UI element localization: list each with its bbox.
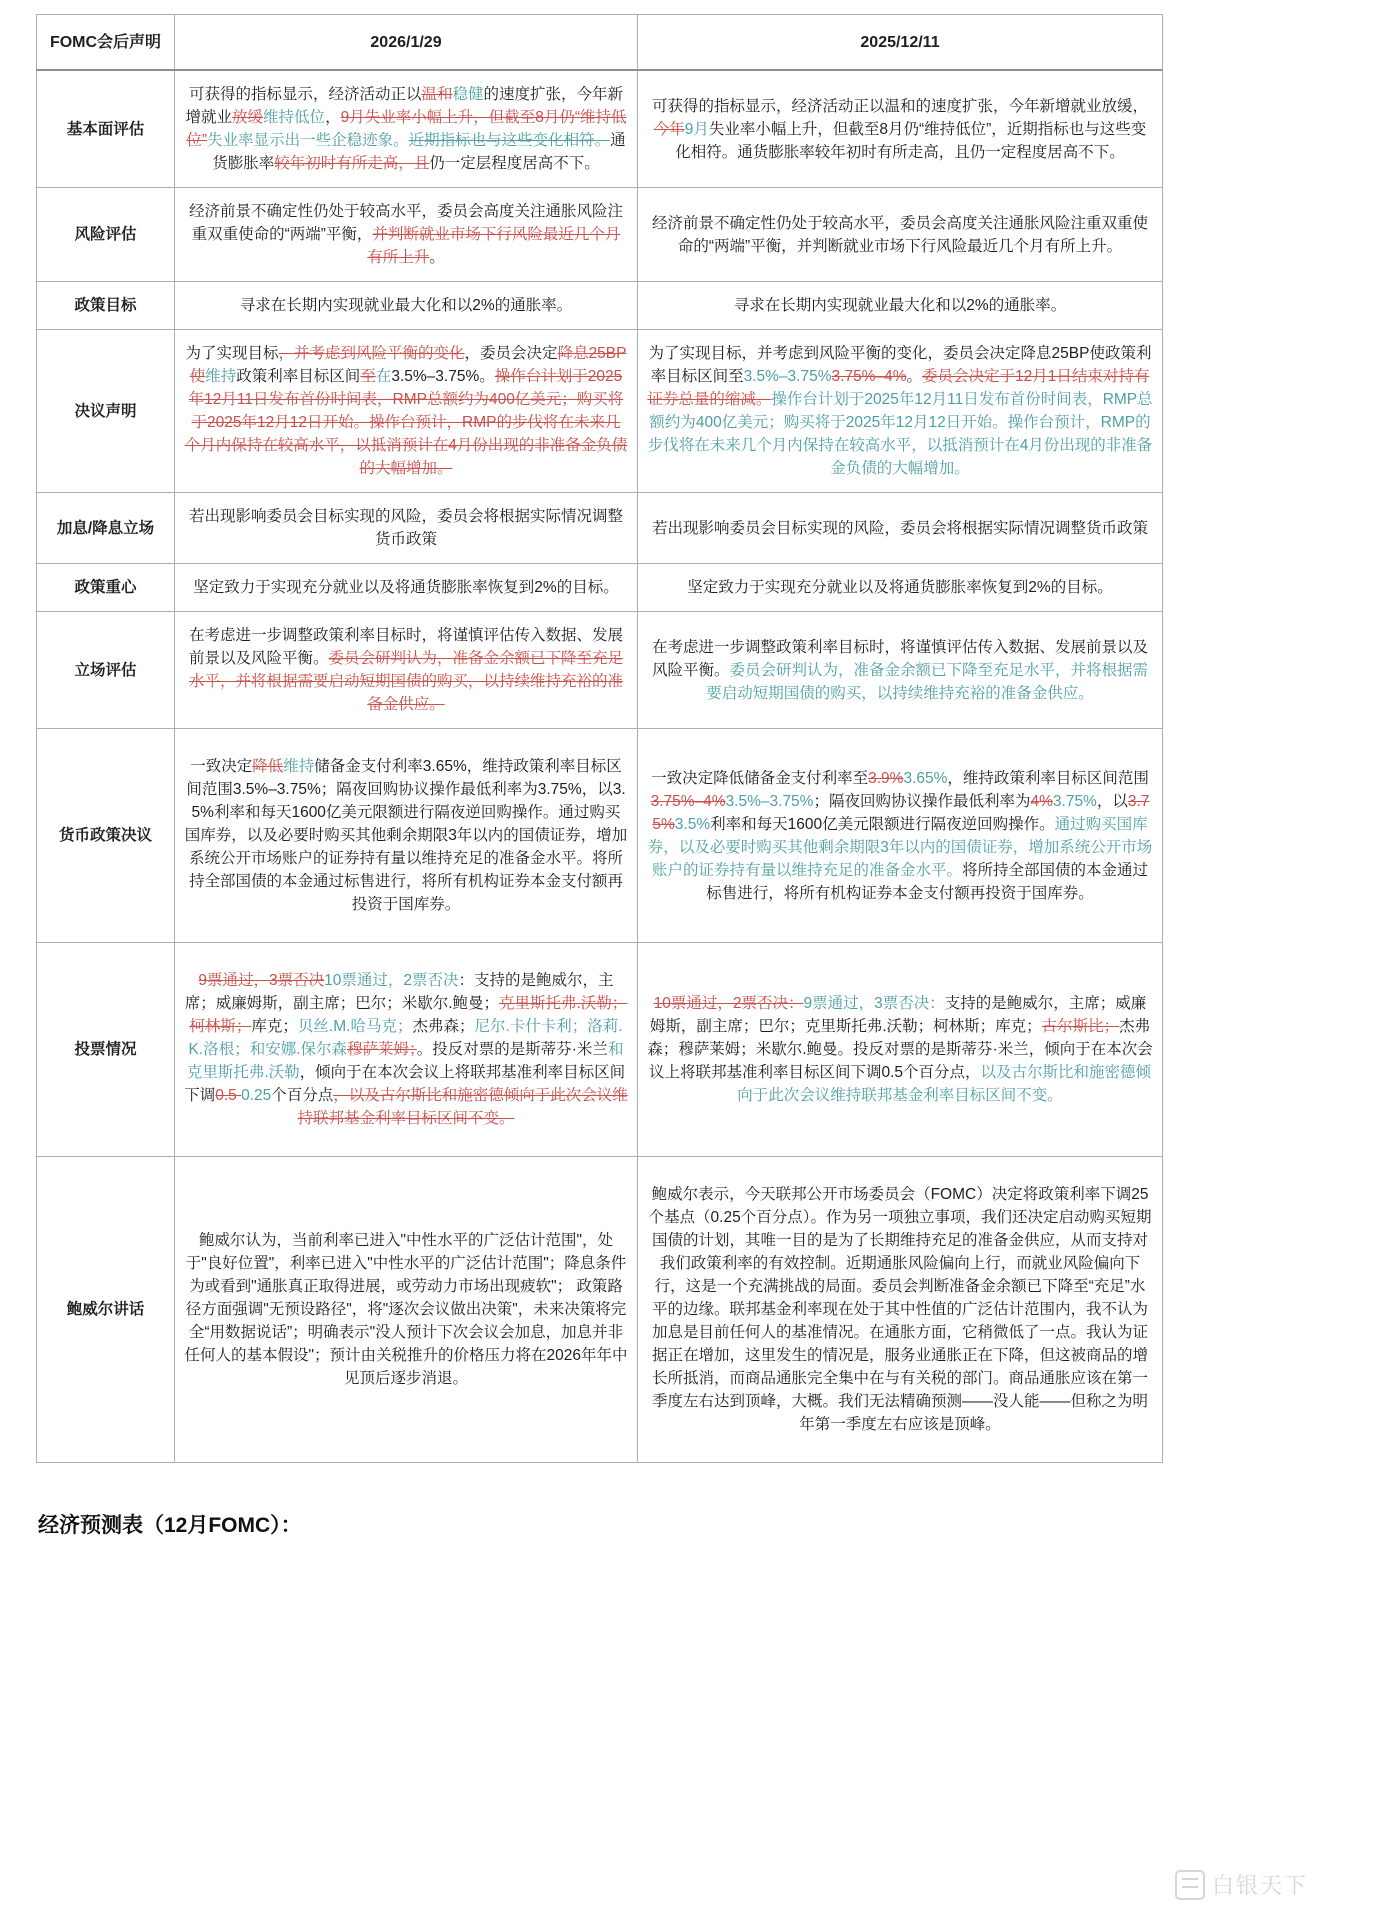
text-segment: 一致决定降低储备金支付利率至 bbox=[651, 769, 869, 787]
row-label: 决议声明 bbox=[37, 330, 175, 493]
text-segment: 较年初时有所走高，且 bbox=[274, 155, 430, 172]
text-segment: 在 bbox=[375, 368, 392, 385]
text-segment: 失业率小幅上升，但截至8月仍“维持低位”，近期指标也与这些变化相符。通货膨胀率较年初时有所走高，且仍一定程度居高不下。 bbox=[675, 120, 1147, 161]
text-segment: 操作台计划于2025年12月11日发布首份时间表，RMP总额约为400亿美元；购买将于2025年12月12日开始。操作台预计，RMP的步伐将在未来几个月内保持在较高水平，以抵消预计在4月份出现的非准备金负债的大幅增加。 bbox=[184, 368, 628, 477]
text-segment: 政策利率目标区间 bbox=[236, 368, 361, 385]
text-segment: 。 bbox=[906, 368, 923, 385]
table-row bbox=[37, 1157, 1163, 1463]
text-segment: 贝丝.M.哈马克； bbox=[297, 1018, 413, 1035]
statement-cell-2026 bbox=[175, 493, 638, 564]
text-segment: 9票通过，3票否决 bbox=[198, 972, 325, 989]
statement-cell-2025 bbox=[638, 330, 1163, 493]
text-segment: 尼尔.卡什卡利；洛莉.K.洛根；和安娜.保尔森 bbox=[188, 1018, 623, 1058]
text-segment: 储备金支付利率3.65%，维持政策利率目标区间范围3.5%–3.75%；隔夜回购协议操作最低利率为3.75%，以3.5%利率和每天1600亿美元限额进行隔夜逆回购操作。通过购买国库券，以及必要时购买其他剩余期限3年以内的国债证券，增加系统公开市场账户的证券持有量以维持充足的准备金水平。将所持全部国债的本金通过标售进行，将所有机构证券本金支付额再投资于国库券。 bbox=[184, 758, 628, 913]
text-segment: 放缓 bbox=[232, 109, 264, 126]
statement-cell-2026 bbox=[175, 729, 638, 943]
text-segment: 克里斯托弗.沃勒；柯林斯； bbox=[189, 995, 628, 1035]
text-segment: 近期指标也与这些变化相符。 bbox=[408, 132, 611, 149]
text-segment: 利率和每天1600亿美元限额进行隔夜逆回购操作。 bbox=[710, 815, 1055, 833]
text-segment: 将所持全部国债的本金通过标售进行，将所有机构证券本金支付额再投资于国库券。 bbox=[706, 861, 1149, 902]
statement-cell-2026 bbox=[175, 1157, 638, 1463]
text-segment: 3.75%–4% bbox=[650, 792, 726, 810]
statement-cell-2026 bbox=[175, 188, 638, 282]
text-segment: 。 bbox=[429, 249, 445, 266]
text-segment: 通货膨胀率 bbox=[212, 132, 626, 172]
text-segment: 降息25BP使 bbox=[189, 345, 627, 385]
statement-cell-2025 bbox=[638, 564, 1163, 612]
text-segment: 以及古尔斯比和施密德倾向于此次会议维持联邦基金利率目标区间不变。 bbox=[737, 1064, 1152, 1104]
watermark-text: 白银天下 bbox=[1211, 1873, 1308, 1898]
text-segment: 和克里斯托弗.沃勒 bbox=[186, 1041, 624, 1081]
table-row bbox=[37, 188, 1163, 282]
text-segment: ，维持政策利率目标区间范围 bbox=[947, 769, 1149, 787]
text-segment: 一致决定 bbox=[190, 758, 253, 775]
text-segment: 3.5%–3.75%。 bbox=[391, 368, 495, 385]
text-segment: 坚定致力于实现充分就业以及将通货膨胀率恢复到2%的目标。 bbox=[687, 579, 1113, 596]
text-segment: 杰弗森；穆萨莱姆；米歇尔.鲍曼。投反对票的是斯蒂芬·米兰，倾向于在本次会议上将联邦基准利率目标区间下调0.5个百分点， bbox=[647, 1018, 1153, 1081]
text-segment: 降低 bbox=[252, 758, 284, 775]
text-segment: 古尔斯比； bbox=[1041, 1018, 1120, 1035]
text-segment: 为了实现目标，并考虑到风险平衡的变化，委员会决定降息25BP使政策利率目标区间至 bbox=[648, 345, 1152, 385]
text-segment: 通过购买国库券，以及必要时购买其他剩余期限3年以内的国债证券，增加系统公开市场账户的证券持有量以维持充足的准备金水平。 bbox=[647, 815, 1153, 879]
statement-cell-2026 bbox=[175, 70, 638, 188]
text-segment: 支持的是鲍威尔，主席；威廉姆斯，副主席；巴尔；克里斯托弗.沃勒；柯林斯；库克； bbox=[649, 995, 1147, 1035]
text-segment: 维持 bbox=[205, 368, 237, 385]
text-segment: 经济前景不确定性仍处于较高水平，委员会高度关注通胀风险注重双重使命的“两端”平衡，并判断就业市场下行风险最近几个月有所上升。 bbox=[651, 214, 1148, 255]
text-segment: 3.5%–3.75% bbox=[743, 368, 832, 385]
fomc-comparison-table bbox=[36, 14, 1163, 1463]
text-segment: 寻求在长期内实现就业最大化和以2%的通胀率。 bbox=[239, 297, 573, 314]
text-segment: 在考虑进一步调整政策利率目标时，将谨慎评估传入数据、发展前景以及风险平衡。 bbox=[188, 627, 623, 667]
statement-cell-2026 bbox=[175, 330, 638, 493]
row-label: 立场评估 bbox=[37, 612, 175, 729]
text-segment: 3.65% bbox=[903, 769, 948, 787]
text-segment: 9票通过，3票否决： bbox=[803, 995, 945, 1012]
text-segment: 操作台计划于2025年12月11日发布首份时间表，RMP总额约为400亿美元；购买将于2025年12月12日开始。操作台预计，RMP的步伐将在未来几个月内保持在较高水平，以抵消预计在4月份出现的非准备金负债的大幅增加。 bbox=[647, 391, 1153, 477]
text-segment: ；隔夜回购协议操作最低利率为 bbox=[813, 792, 1031, 810]
text-segment: 库克； bbox=[251, 1018, 298, 1035]
text-segment: 至 bbox=[360, 368, 376, 385]
text-segment: 鲍威尔认为，当前利率已进入"中性水平的广泛估计范围"，处于"良好位置"，利率已进入"中性水平的广泛估计范围"；降息条件为或看到"通胀真正取得进展，或劳动力市场出现疲软"； 政策路径方面强调"无预设路径"，将"逐次会议做出决策"，未来决策将完全“用数据说话”；明确表示"没人预计下次会议会加息，加息并非任何人的基本假设"；预计由关税推升的价格压力将在2026年年中见顶后逐步消退。 bbox=[184, 1232, 628, 1387]
text-segment: 若出现影响委员会目标实现的风险，委员会将根据实际情况调整货币政策 bbox=[651, 519, 1148, 537]
text-segment: 经济前景不确定性仍处于较高水平，委员会高度关注通胀风险注重双重使命的“两端”平衡， bbox=[188, 203, 623, 243]
row-label: 风险评估 bbox=[37, 188, 175, 282]
text-segment: 在考虑进一步调整政策利率目标时，将谨慎评估传入数据、发展前景以及风险平衡。 bbox=[651, 638, 1148, 679]
text-segment: 仍一定层程度居高不下。 bbox=[429, 155, 600, 172]
text-segment: 为了实现目标 bbox=[185, 345, 279, 362]
text-segment: 4% bbox=[1030, 792, 1053, 810]
text-segment: 的速度扩张，今年新增就业 bbox=[185, 86, 624, 126]
statement-cell-2025 bbox=[638, 282, 1163, 330]
text-segment: 3.75% bbox=[1052, 792, 1097, 810]
statement-cell-2025 bbox=[638, 612, 1163, 729]
text-segment: 可获得的指标显示，经济活动正以 bbox=[188, 86, 422, 103]
text-segment: ， bbox=[325, 109, 341, 126]
statement-cell-2025 bbox=[638, 493, 1163, 564]
table-row bbox=[37, 493, 1163, 564]
page bbox=[0, 14, 1398, 1926]
table-row bbox=[37, 612, 1163, 729]
statement-cell-2025 bbox=[638, 70, 1163, 188]
text-segment: 。投反对票的是斯蒂芬·米兰 bbox=[416, 1041, 608, 1058]
header-label: FOMC会后声明 bbox=[37, 15, 175, 71]
statement-cell-2026 bbox=[175, 612, 638, 729]
text-segment: ，以 bbox=[1096, 792, 1128, 810]
text-segment: ，倾向于在本次会议上将联邦基准利率目标区间下调 bbox=[184, 1064, 626, 1104]
text-segment: 杰弗森； bbox=[412, 1018, 475, 1035]
text-segment: 9月 bbox=[684, 120, 709, 138]
text-segment: 3.5%–3.75% bbox=[725, 792, 814, 810]
text-segment: 3.5% bbox=[674, 815, 711, 833]
text-segment: 若出现影响委员会目标实现的风险，委员会将根据实际情况调整货币政策 bbox=[188, 508, 623, 548]
text-segment: 10票通过，2票否决 bbox=[324, 972, 459, 989]
table-row bbox=[37, 943, 1163, 1157]
text-segment: 温和 bbox=[421, 86, 453, 103]
text-segment: 失业率显示出一些企稳迹象。 bbox=[207, 132, 409, 149]
table-row bbox=[37, 282, 1163, 330]
statement-cell-2026 bbox=[175, 564, 638, 612]
text-segment: 委员会研判认为，准备金余额已下降至充足水平，并将根据需要启动短期国债的购买，以持续维持充裕的准备金供应。 bbox=[706, 661, 1149, 702]
text-segment: ，并考虑到风险平衡的变化 bbox=[278, 345, 465, 362]
text-segment: 委员会研判认为，准备金余额已下降至充足水平，并将根据需要启动短期国债的购买，以持续维持充裕的准备金供应。 bbox=[188, 650, 624, 713]
text-segment: 0.25 bbox=[241, 1087, 272, 1104]
text-segment: 维持低位 bbox=[263, 109, 326, 126]
text-segment: 穆萨莱姆； bbox=[347, 1041, 417, 1058]
header-date-2026: 2026/1/29 bbox=[175, 15, 638, 71]
text-segment: 10票通过，2票否决： bbox=[653, 995, 804, 1012]
row-label: 政策重心 bbox=[37, 564, 175, 612]
watermark-logo-icon bbox=[1175, 1870, 1205, 1900]
text-segment: ，委员会决定 bbox=[464, 345, 558, 362]
text-segment: 今年 bbox=[653, 120, 685, 138]
header-date-2025: 2025/12/11 bbox=[638, 15, 1163, 71]
statement-cell-2025 bbox=[638, 943, 1163, 1157]
watermark bbox=[1175, 1869, 1308, 1900]
text-segment: 稳健 bbox=[452, 86, 484, 103]
row-label: 投票情况 bbox=[37, 943, 175, 1157]
text-segment: 坚定致力于实现充分就业以及将通货膨胀率恢复到2%的目标。 bbox=[193, 579, 619, 596]
statement-cell-2026 bbox=[175, 282, 638, 330]
text-segment: 委员会决定于12月1日结束对持有证券总量的缩减。 bbox=[647, 368, 1150, 408]
text-segment: 9月失业率小幅上升，但截至8月仍“维持低位” bbox=[186, 109, 627, 149]
text-segment: 寻求在长期内实现就业最大化和以2%的通胀率。 bbox=[733, 297, 1067, 314]
statement-cell-2025 bbox=[638, 1157, 1163, 1463]
text-segment: ：支持的是鲍威尔，主席；威廉姆斯，副主席；巴尔；米歇尔.鲍曼； bbox=[184, 972, 614, 1012]
text-segment: 3.75% bbox=[652, 792, 1150, 833]
row-label: 加息/降息立场 bbox=[37, 493, 175, 564]
text-segment: 鲍威尔表示，今天联邦公开市场委员会（FOMC）决定将政策利率下调25个基点（0.25个百分点）。作为另一项独立事项，我们还决定启动购买短期国债的计划，其唯一目的是为了长期维持充足的准备金供应，从而支持对我们政策利率的有效控制。近期通胀风险偏向上行，而就业风险偏向下行，这是一个充满挑战的局面。委员会判断准备金余额已下降至“充足”水平的边缘。联邦基金利率现在处于其中性值的广泛估计范围内，我不认为加息是目前任何人的基准情况。在通胀方面，它稍微低了一点。我认为证据正在增加，这里发生的情况是，服务业通胀正在下降，但这被商品的增长所抵消，而商品通胀完全集中在与有关税的部门。商品通胀应该在第一季度左右达到顶峰，大概。我们无法精确预测——没人能——但称之为明年第一季度左右应该是顶峰。 bbox=[648, 1186, 1152, 1433]
table-row bbox=[37, 70, 1163, 188]
text-segment: 3.9% bbox=[868, 769, 904, 787]
row-label: 货币政策决议 bbox=[37, 729, 175, 943]
text-segment: 3.75%–4% bbox=[831, 368, 907, 385]
statement-cell-2025 bbox=[638, 729, 1163, 943]
text-segment: 个百分点 bbox=[271, 1087, 334, 1104]
row-label: 政策目标 bbox=[37, 282, 175, 330]
text-segment: ，以及古尔斯比和施密德倾向于此次会议维持联邦基金利率目标区间不变。 bbox=[297, 1087, 628, 1127]
row-label: 基本面评估 bbox=[37, 70, 175, 188]
table-row bbox=[37, 330, 1163, 493]
text-segment: 并判断就业市场下行风险最近几个月有所上升 bbox=[367, 226, 621, 266]
table-row bbox=[37, 729, 1163, 943]
table-header-row bbox=[37, 15, 1163, 71]
table-row bbox=[37, 564, 1163, 612]
section-title: 经济预测表（12月FOMC）： bbox=[38, 1514, 302, 1537]
statement-cell-2025 bbox=[638, 188, 1163, 282]
statement-cell-2026 bbox=[175, 943, 638, 1157]
text-segment: 可获得的指标显示，经济活动正以温和的速度扩张，今年新增就业放缓， bbox=[651, 97, 1148, 115]
text-segment: 0.5 bbox=[215, 1087, 242, 1104]
row-label: 鲍威尔讲话 bbox=[37, 1157, 175, 1463]
text-segment: 维持 bbox=[283, 758, 315, 775]
